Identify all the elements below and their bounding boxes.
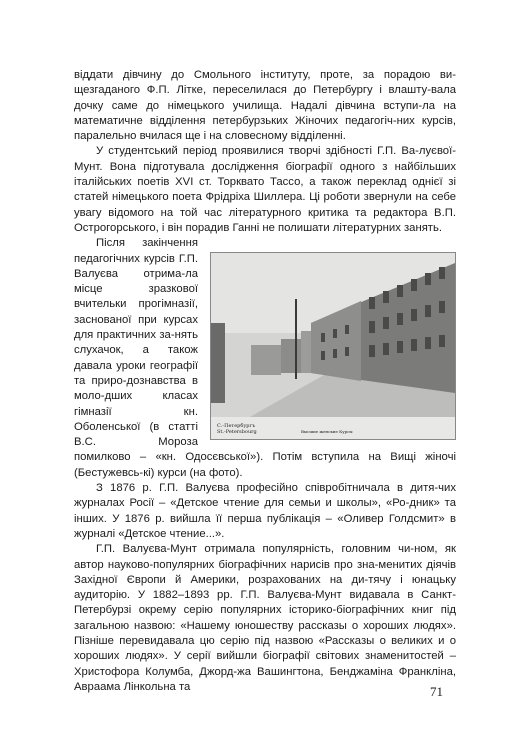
street-scene-image <box>211 253 455 439</box>
page-text <box>74 68 456 695</box>
page-number: 71 <box>430 684 443 699</box>
photo-caption-city <box>217 423 257 435</box>
paragraph-5: Г.П. Валуєва-Мунт отримала популярність, головним чи-ном, як автор науково-популярних біографічних нарисів про зна-менитих діячів Західної Європи й Америки, розрахованих на ди-тячу і юнацьку аудиторію. У 1882–1893 рр. Г.П. Валуєва-Мунт видавала в Санкт-Петербурзі окрему серію популярних історико-біографічних книг під загальною назвою: «Нашему юношеству рассказы о хороших людях». Пізніше перевидавала цю серію під назвою «Рассказы о великих и о хороших людях». У серії вийшли біографії світових знаменитостей – Христофора Колумба, Джорд-жа Вашингтона, Бенджаміна Франкліна, Авраама Лінкольна та <box>74 543 456 693</box>
paragraph-2: У студентський період проявилися творчі здібності Г.П. Ва-луєвої-Мунт. Вона підготувала дослідження біографії одного з найбільших італійських поетів XVI ст. Торквато Тассо, а також переклад однієї зі статей німецького поета Фрідріха Шиллера. Ці роботи звернули на себе увагу відомого на той час літературного критика та редактора В.П. Острогорського, і він порадив Ганні не полишати літературних занять. <box>74 145 456 234</box>
caption-city-ru: С.-Петербургъ <box>217 423 256 430</box>
paragraph-3: Після закінчення педагогічних курсів Г.П. Валуєва отрима-ла місце зразкової вчительки прогімназії, заснованої при курсах для практичних за-нять слухачок, а також давала уроки географії та приро-дознавства в моло-дших класах гімназії кн. Оболенської (в статті В.С. Мороза помилково – «кн. Одосєвської»). Потім вступила на Вищі жіночі (Бестужевсь-кі) курси (на фото). <box>74 237 456 479</box>
paragraph-4: З 1876 р. Г.П. Валуєва професійно співробітничала в дитя-чих журналах Росії – «Детское чтение для семьи и школы», «Ро-дник» та інших. У 1876 р. вийшла її перша публікація – «Оливер Голдсмит» в журналі «Детское чтение...». <box>74 482 456 540</box>
photo-caption-title: Высшие женские Курсы <box>301 429 353 435</box>
paragraph-1: віддати дівчину до Смольного інституту, проте, за порадою ви-щезгаданого Ф.П. Літке, переселилася до Петербургу і влашту-вала дочку саме до німецького училища. Надалі дівчина вступи-ла на математичне відділення петербурзьких Жіночих педагогіч-них курсів, паралельно вчилася ще і на словесному відділенні. <box>74 69 456 143</box>
caption-city-fr: St.-Petersbourg <box>217 429 257 436</box>
building-photo <box>210 252 456 440</box>
historical-photo-figure <box>206 250 456 440</box>
